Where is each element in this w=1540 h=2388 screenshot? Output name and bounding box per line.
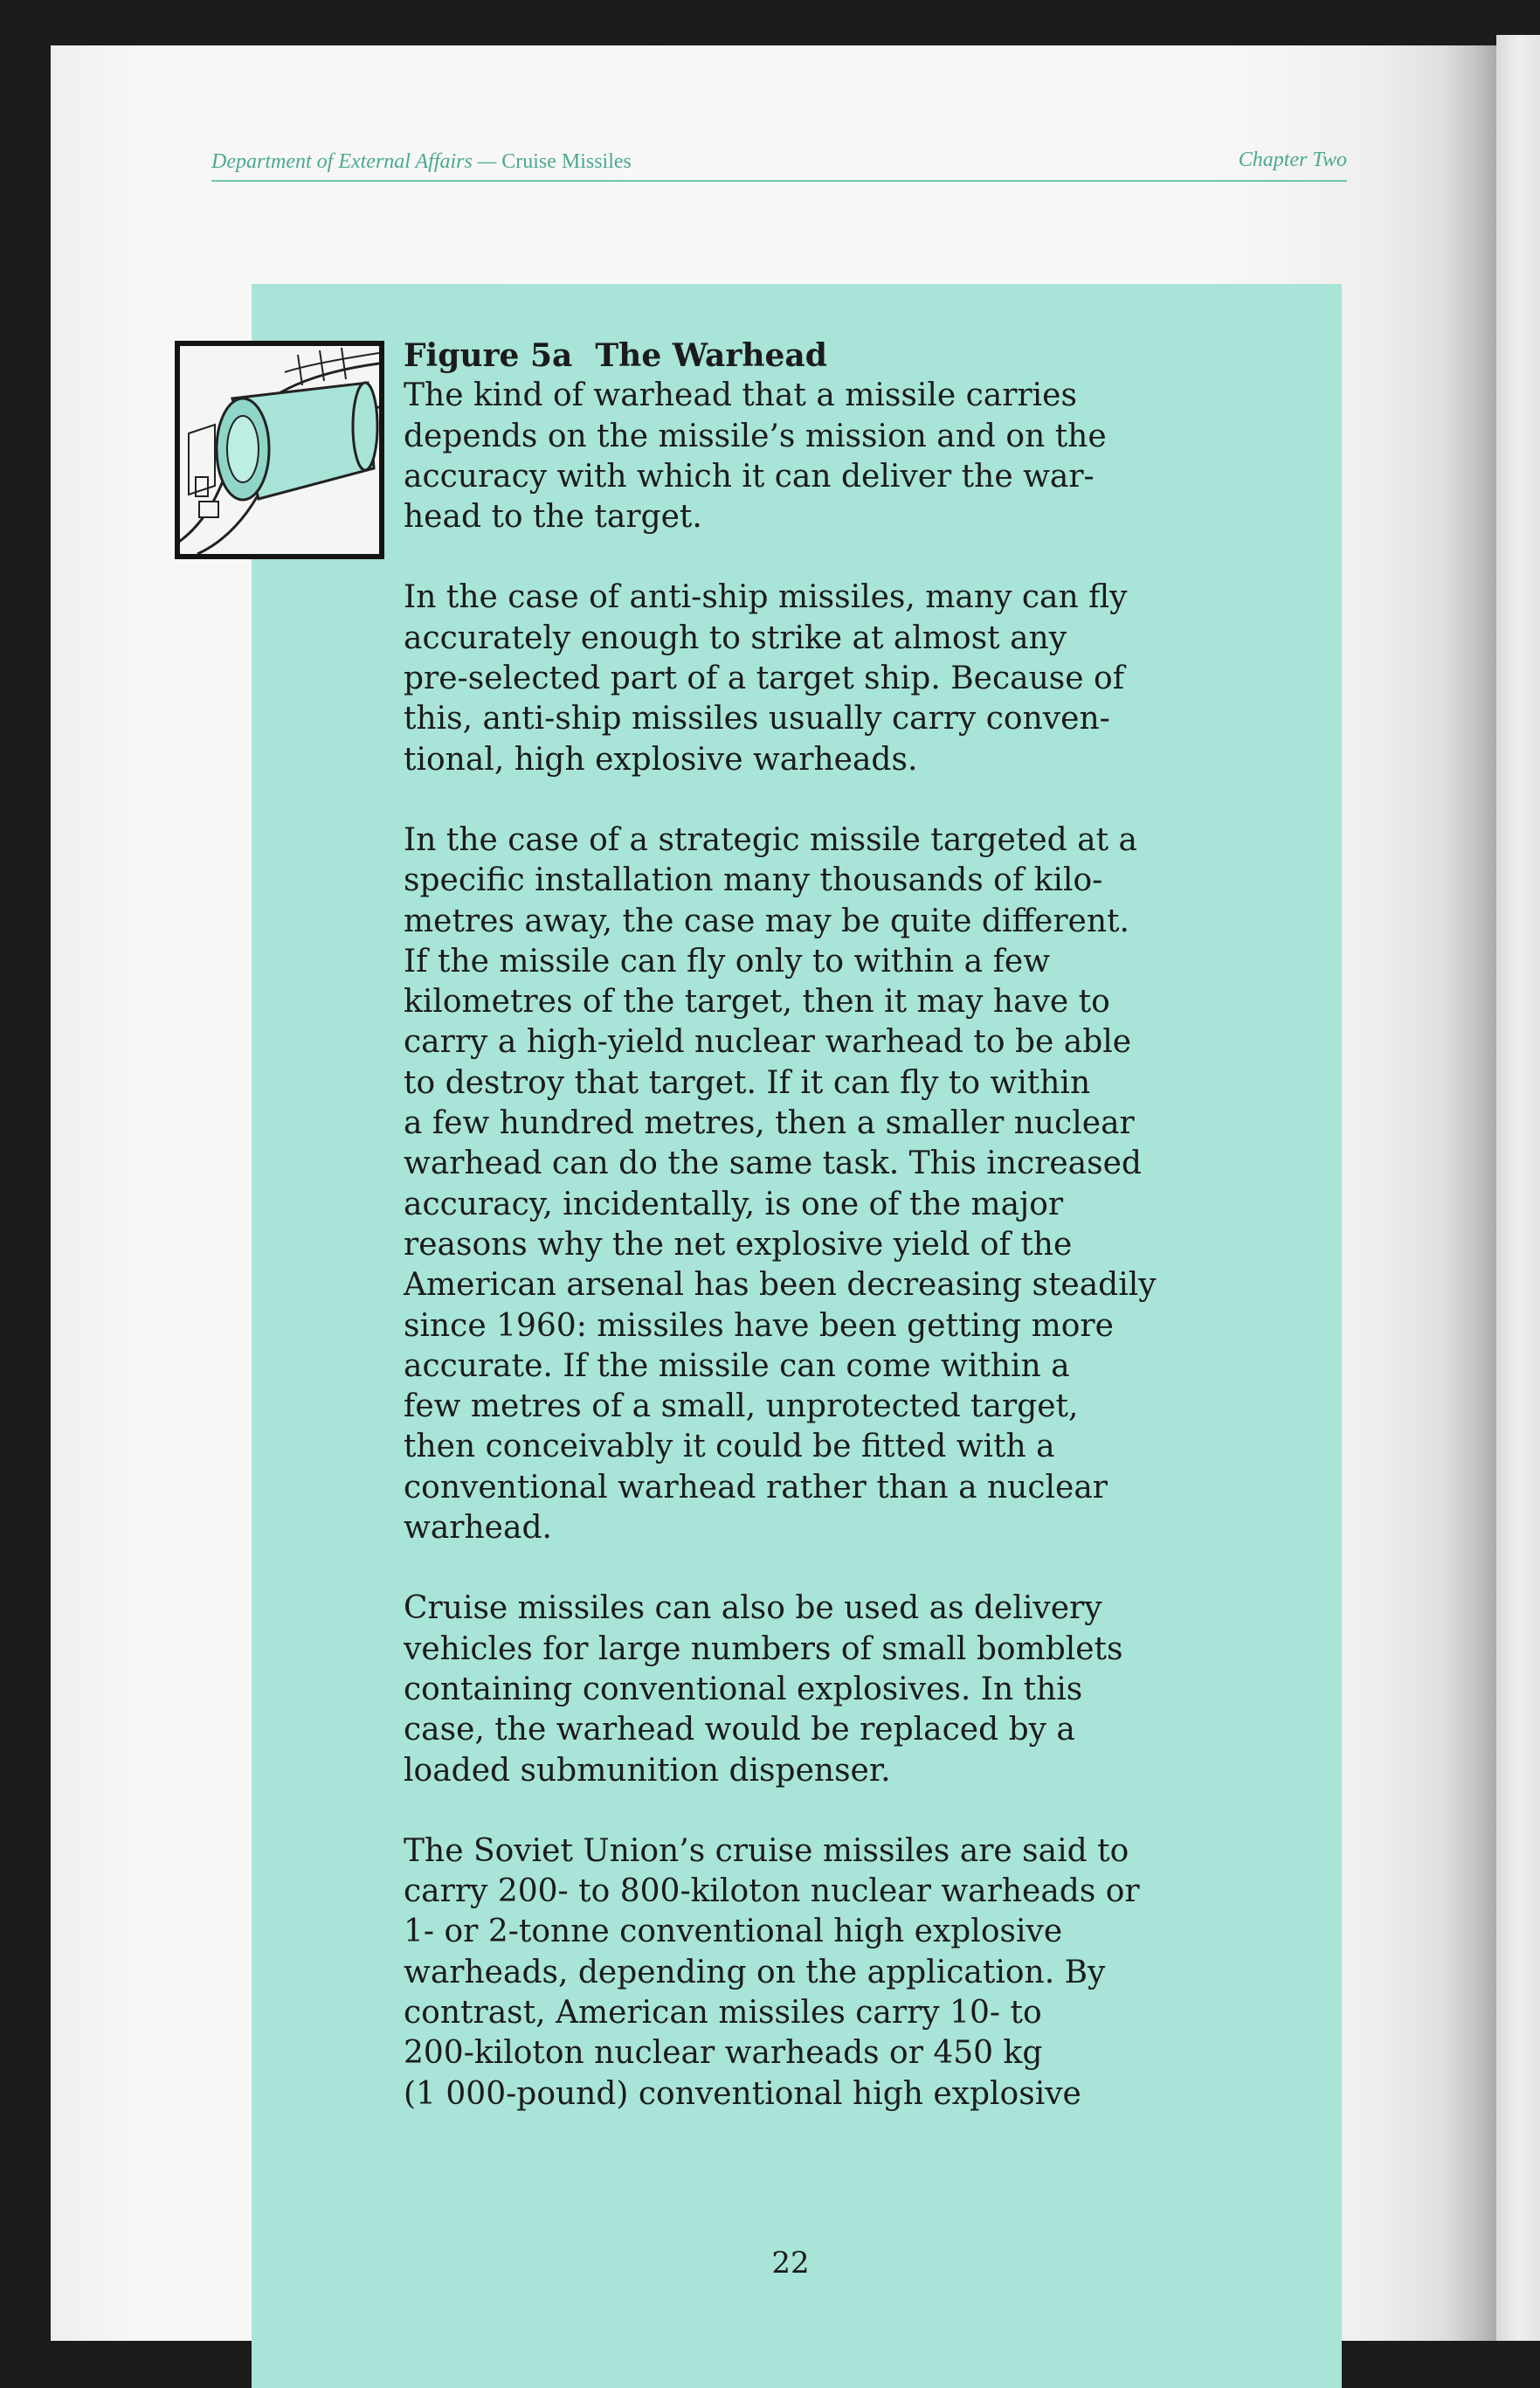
paragraph-spacer (404, 1791, 1190, 1831)
text-line: containing conventional explosives. In this (404, 1671, 1083, 1707)
body-paragraph (404, 1589, 1190, 1790)
figure-label: Figure 5a (404, 337, 573, 374)
facing-page-edge (1496, 35, 1540, 2341)
text-line: accurate. If the missile can come within a (404, 1347, 1070, 1384)
missile-warhead-illustration-icon (175, 341, 384, 559)
text-line: case, the warhead would be replaced by a (404, 1712, 1075, 1748)
text-line: accurately enough to strike at almost any (404, 619, 1067, 656)
text-line: warhead can do the same task. This increased (404, 1146, 1142, 1182)
text-line: to destroy that target. If it can fly to within (404, 1064, 1091, 1101)
figure-caption-title (404, 336, 1190, 376)
running-header-left (211, 150, 632, 174)
text-line: carry a high-yield nuclear warhead to be able (404, 1024, 1132, 1061)
text-line: The Soviet Union’s cruise missiles are said to (404, 1832, 1129, 1869)
text-line: warheads, depending on the application. By (404, 1954, 1106, 1990)
body-paragraph (404, 1831, 1190, 2115)
paragraph-spacer (404, 537, 1190, 578)
text-line: since 1960: missiles have been getting more (404, 1307, 1114, 1344)
figure-title: The Warhead (595, 337, 827, 374)
page-gutter-shadow (1444, 45, 1496, 2341)
text-line: depends on the missile’s mission and on the (404, 418, 1107, 454)
text-line: metres away, the case may be quite different. (404, 903, 1129, 939)
text-line: a few hundred metres, then a smaller nuclear (404, 1105, 1135, 1142)
running-header-chapter: Chapter Two (1238, 149, 1347, 171)
body-paragraph (404, 578, 1190, 779)
body-paragraphs (404, 376, 1190, 2115)
body-paragraph (404, 376, 1190, 537)
text-line: specific installation many thousands of kilo- (404, 862, 1103, 899)
running-header (211, 103, 1347, 178)
text-line: accuracy with which it can deliver the war- (404, 458, 1095, 495)
text-line: then conceivably it could be fitted with a (404, 1429, 1055, 1465)
text-line: 1- or 2-tonne conventional high explosive (404, 1914, 1063, 1950)
text-line: head to the target. (404, 499, 702, 536)
text-line: 200-kiloton nuclear warheads or 450 kg (404, 2035, 1043, 2072)
body-text-column (404, 336, 1190, 2115)
paragraph-spacer (404, 1548, 1190, 1589)
body-paragraph (404, 820, 1190, 1548)
text-line: The kind of warhead that a missile carries (404, 377, 1077, 414)
text-line: carry 200- to 800-kiloton nuclear warheads or (404, 1873, 1140, 1910)
page-number: 22 (771, 2246, 810, 2281)
text-line: In the case of a strategic missile targeted at a (404, 821, 1137, 858)
text-line: loaded submunition dispenser. (404, 1752, 891, 1789)
text-line: reasons why the net explosive yield of the (404, 1226, 1073, 1263)
text-line: vehicles for large numbers of small bomblets (404, 1630, 1123, 1667)
text-line: pre-selected part of a target ship. Because of (404, 661, 1125, 697)
warhead-line-drawing (180, 346, 379, 554)
header-rule (211, 180, 1347, 182)
running-header-department: Department of External Affairs — (211, 150, 497, 173)
text-line: kilometres of the target, then it may have to (404, 984, 1110, 1021)
running-header-title: Cruise Missiles (501, 150, 632, 173)
text-line: few metres of a small, unprotected target, (404, 1388, 1079, 1425)
text-line: In the case of anti-ship missiles, many can fly (404, 579, 1128, 616)
paragraph-spacer (404, 780, 1190, 820)
text-line: contrast, American missiles carry 10- to (404, 1994, 1042, 2031)
text-line: this, anti-ship missiles usually carry conven- (404, 701, 1110, 737)
text-line: warhead. (404, 1510, 552, 1547)
text-line: (1 000-pound) conventional high explosive (404, 2075, 1081, 2112)
text-line: Cruise missiles can also be used as delivery (404, 1590, 1102, 1627)
text-line: tional, high explosive warheads. (404, 741, 918, 778)
text-line: accuracy, incidentally, is one of the major (404, 1186, 1064, 1222)
text-line: conventional warhead rather than a nuclear (404, 1469, 1108, 1505)
text-line: American arsenal has been decreasing steadily (404, 1267, 1157, 1304)
text-line: If the missile can fly only to within a few (404, 943, 1051, 979)
